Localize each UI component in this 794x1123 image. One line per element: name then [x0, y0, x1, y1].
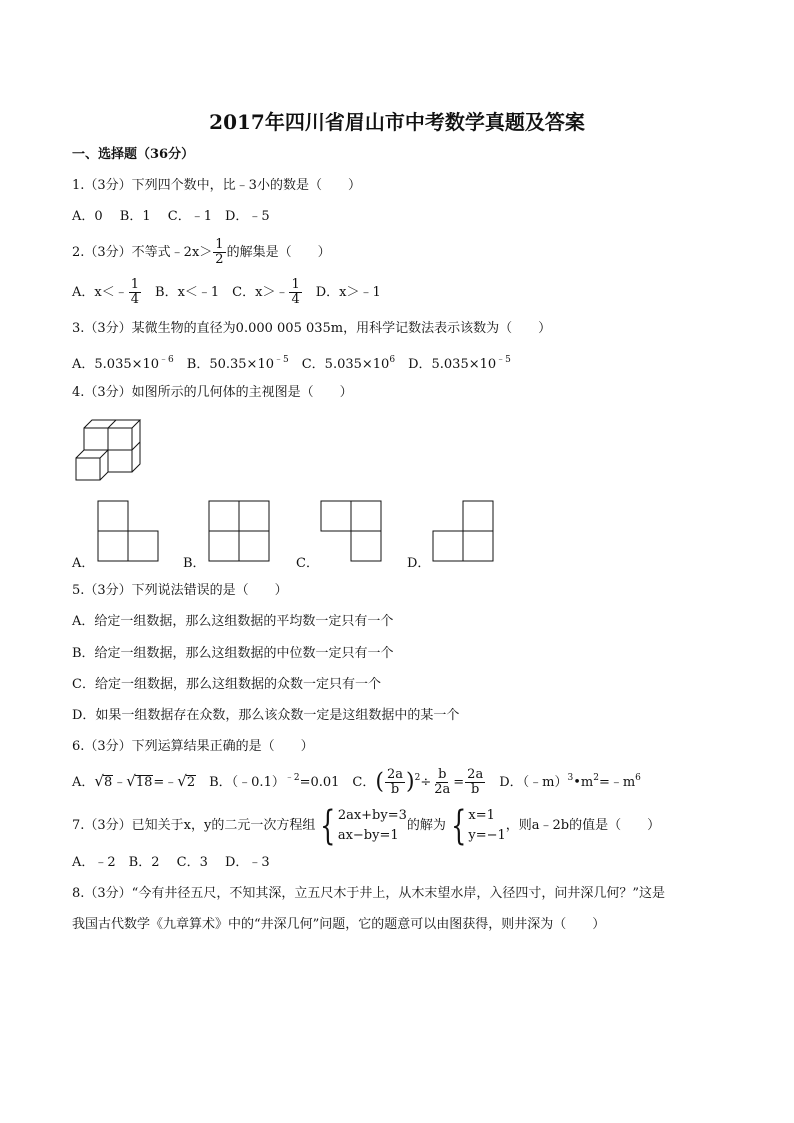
- option-c-view: [320, 500, 382, 562]
- option-d-view: [432, 500, 494, 562]
- question-5-option-d: D．如果一组数据存在众数，那么该众数一定是这组数据中的某一个: [72, 708, 460, 723]
- option-d-label: D．: [407, 556, 431, 571]
- question-2-stem: 2.（3分）不等式﹣2x＞ $\frac{1}{2}$ 的解集是（ ）: [72, 237, 331, 267]
- option-b-view: [208, 500, 270, 562]
- question-2-options: A．x＜﹣ $\frac{1}{4}$ B．x＜﹣1 C．x＞﹣ $\frac{1}{4}$ D．x＞﹣1: [72, 277, 381, 307]
- page-title: 2017年四川省眉山市中考数学真题及答案: [209, 110, 585, 134]
- question-8-line-2: 我国古代数学《九章算术》中的“井深几何”问题，它的题意可以由图获得，则井深为（ ）: [72, 917, 606, 932]
- option-a-view: [97, 500, 159, 562]
- question-3-options: A．$5.035\times 10^{﹣6}$ B．$50.35\times 10^{﹣5}$ C．$5.035\times 10^6$ D．$5.035\times 10^{﹣5}$: [72, 355, 511, 372]
- solution-system: { x=1 y=−1: [450, 802, 506, 849]
- question-5-option-c: C．给定一组数据，那么这组数据的众数一定只有一个: [72, 677, 381, 692]
- question-7-options: A．﹣2 B．2 C．3 D．﹣3: [72, 855, 270, 870]
- question-7-stem: 7.（3分）已知关于x，y的二元一次方程组 { 2ax+by=3 ax−by=1 的解为 { x=1 y=−1 ，则a﹣2b的值是（ ）: [72, 802, 661, 849]
- question-4-stem: 4.（3分）如图所示的几何体的主视图是（ ）: [72, 385, 353, 400]
- equation-system: { 2ax+by=3 ax−by=1: [320, 802, 407, 849]
- option-c-label: C．: [296, 556, 319, 571]
- option-a-label: A．: [72, 556, 95, 571]
- question-5-option-a: A．给定一组数据，那么这组数据的平均数一定只有一个: [72, 614, 394, 629]
- question-8-line-1: 8.（3分）“今有井径五尺，不知其深，立五尺木于井上，从木末望水岸，入径四寸，问井深几何？”这是: [72, 886, 665, 901]
- question-5-stem: 5.（3分）下列说法错误的是（ ）: [72, 583, 288, 598]
- question-3-stem: 3.（3分）某微生物的直径为0.000 005 035m，用科学记数法表示该数为（ ）: [72, 321, 552, 336]
- option-b-label: B．: [183, 556, 206, 571]
- question-1-stem: 1.（3分）下列四个数中，比﹣3小的数是（ ）: [72, 178, 361, 193]
- question-6-stem: 6.（3分）下列运算结果正确的是（ ）: [72, 739, 314, 754]
- question-1-options: A．0 B．1 C．﹣1 D．﹣5: [72, 209, 270, 224]
- geometry-3d-figure: [74, 414, 144, 484]
- section-heading: 一、选择题（36分）: [72, 147, 195, 162]
- question-5-option-b: B．给定一组数据，那么这组数据的中位数一定只有一个: [72, 646, 394, 661]
- question-6-options: A．√8﹣√18=﹣√2 B．（﹣0.1）$^{﹣2}$=0.01 C．( $\frac{2a}{b}$ )$^2$÷ $\frac{b}{2a}$ = $\frac{2a}{b}$ D．$(﹣m)^3•m^2=﹣m^6$: [72, 767, 641, 797]
